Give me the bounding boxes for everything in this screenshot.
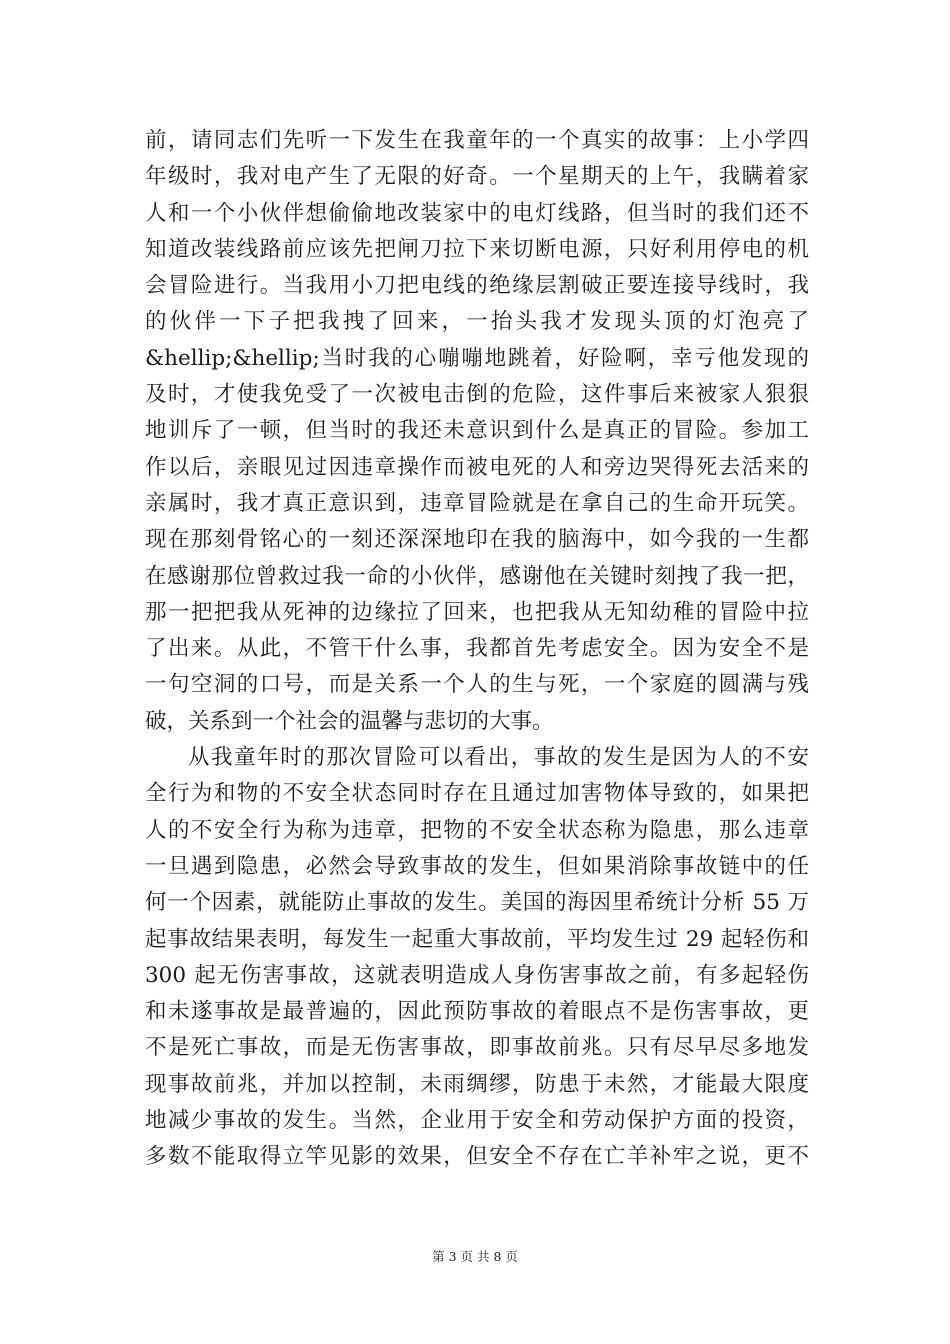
text-line: 现在那刻骨铭心的一刻还深深地印在我的脑海中，如今我的一生都 xyxy=(145,527,809,553)
text-line: 人和一个小伙伴想偷偷地改装家中的电灯线路，但当时的我们还不 xyxy=(145,200,809,226)
text-line: &hellip;&hellip;当时我的心嘣嘣地跳着，好险啊，幸亏他发现的 xyxy=(145,345,809,371)
text-line: 了出来。从此，不管干什么事，我都首先考虑安全。因为安全不是 xyxy=(145,636,809,662)
text-line: 在感谢那位曾救过我一命的小伙伴，感谢他在关键时刻拽了我一把， xyxy=(145,563,809,589)
text-line: 前，请同志们先听一下发生在我童年的一个真实的故事：上小学四 xyxy=(145,128,809,153)
text-line: 作以后，亲眼见过因违章操作而被电死的人和旁边哭得死去活来的 xyxy=(145,454,809,480)
text-line: 那一把把我从死神的边缘拉了回来，也把我从无知幼稚的冒险中拉 xyxy=(145,599,809,625)
text-line: 从我童年时的那次冒险可以看出，事故的发生是因为人的不安 xyxy=(188,745,809,771)
text-line: 地训斥了一顿，但当时的我还未意识到什么是真正的冒险。参加工 xyxy=(145,418,809,444)
text-line: 的伙伴一下子把我拽了回来，一抬头我才发现头顶的灯泡亮了 xyxy=(145,309,809,335)
text-line: 及时，才使我免受了一次被电击倒的危险，这件事后来被家人狠狠 xyxy=(145,382,809,408)
text-line: 一句空洞的口号，而是关系一个人的生与死，一个家庭的圆满与残 xyxy=(145,672,809,698)
text-line: 人的不安全行为称为违章，把物的不安全状态称为隐患，那么违章 xyxy=(145,817,809,843)
text-line: 年级时，我对电产生了无限的好奇。一个星期天的上午，我瞒着家 xyxy=(145,164,809,190)
text-line: 全行为和物的不安全状态同时存在且通过加害物体导致的，如果把 xyxy=(145,781,809,807)
text-line: 知道改装线路前应该先把闸刀拉下来切断电源，只好利用停电的机 xyxy=(145,236,809,262)
text-line: 不是死亡事故，而是无伤害事故，即事故前兆。只有尽早尽多地发 xyxy=(145,1035,809,1061)
text-line: 起事故结果表明，每发生一起重大事故前，平均发生过 29 起轻伤和 xyxy=(145,926,809,952)
paragraph-1 xyxy=(145,123,809,740)
text-line: 会冒险进行。当我用小刀把电线的绝缘层割破正要连接导线时，我 xyxy=(145,273,809,299)
text-line: 300 起无伤害事故，这就表明造成人身伤害事故之前，有多起轻伤 xyxy=(145,962,809,988)
text-line: 和未遂事故是最普遍的，因此预防事故的着眼点不是伤害事故，更 xyxy=(145,999,809,1025)
text-line: 多数不能取得立竿见影的效果，但安全不存在亡羊补牢之说，更不 xyxy=(145,1144,809,1170)
text-line: 破，关系到一个社会的温馨与悲切的大事。 xyxy=(145,708,554,734)
text-line: 地减少事故的发生。当然，企业用于安全和劳动保护方面的投资， xyxy=(145,1108,809,1134)
body-text xyxy=(145,123,809,1176)
text-line: 亲属时，我才真正意识到，违章冒险就是在拿自己的生命开玩笑。 xyxy=(145,490,809,516)
text-line: 何一个因素，就能防止事故的发生。美国的海因里希统计分析 55 万 xyxy=(145,890,809,916)
paragraph-2 xyxy=(145,740,809,1176)
page-number-footer: 第 3 页 共 8 页 xyxy=(432,1249,518,1264)
text-line: 现事故前兆，并加以控制，未雨绸缪，防患于未然，才能最大限度 xyxy=(145,1071,809,1097)
text-line: 一旦遇到隐患，必然会导致事故的发生，但如果消除事故链中的任 xyxy=(145,853,809,879)
